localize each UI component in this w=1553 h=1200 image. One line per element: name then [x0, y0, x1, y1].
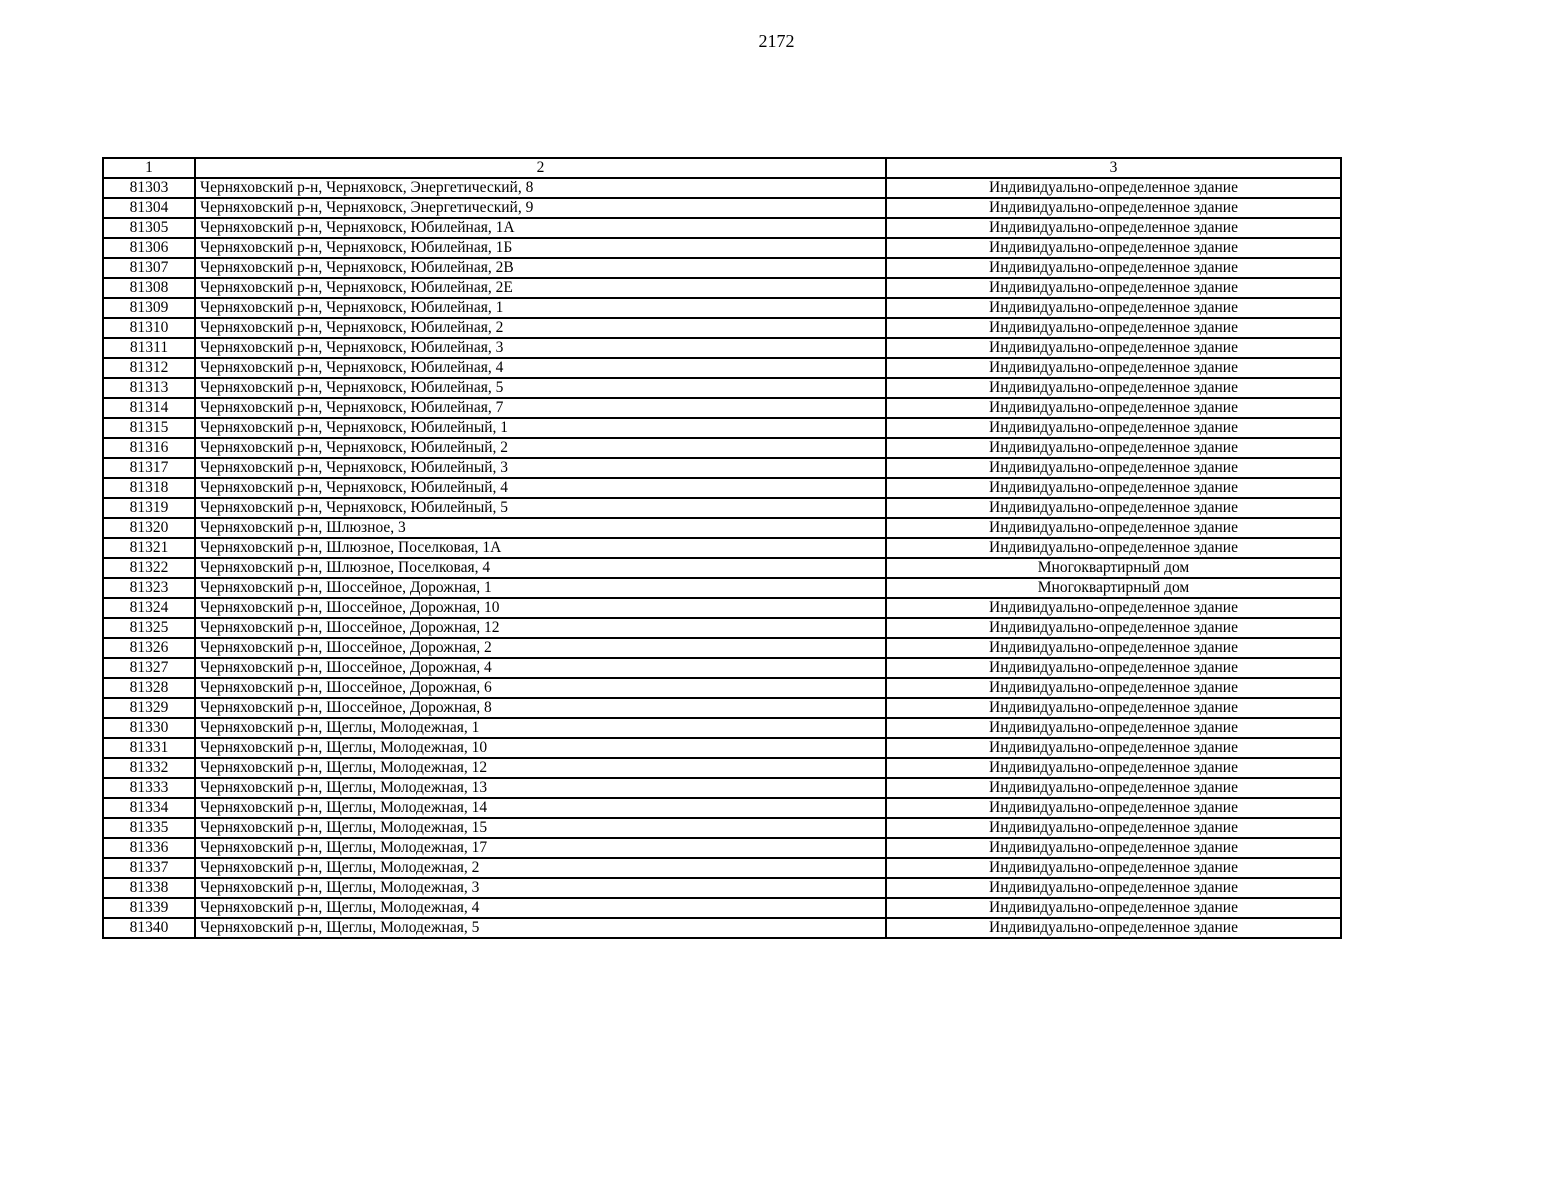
address-cell: Черняховский р-н, Шоссейное, Дорожная, 1 — [195, 578, 886, 598]
object-type-cell: Многоквартирный дом — [886, 558, 1341, 578]
object-type-cell: Индивидуально-определенное здание — [886, 178, 1341, 198]
record-number-cell: 81332 — [103, 758, 195, 778]
address-cell: Черняховский р-н, Черняховск, Юбилейная, 2 — [195, 318, 886, 338]
record-number-cell: 81319 — [103, 498, 195, 518]
column-header-3: 3 — [886, 158, 1341, 178]
table-row — [103, 358, 1341, 378]
record-number-cell: 81316 — [103, 438, 195, 458]
record-number-cell: 81315 — [103, 418, 195, 438]
address-cell: Черняховский р-н, Шлюзное, Поселковая, 4 — [195, 558, 886, 578]
record-number-cell: 81329 — [103, 698, 195, 718]
table-row — [103, 218, 1341, 238]
record-number-cell: 81321 — [103, 538, 195, 558]
record-number-cell: 81312 — [103, 358, 195, 378]
record-number-cell: 81307 — [103, 258, 195, 278]
address-cell: Черняховский р-н, Черняховск, Юбилейный, 2 — [195, 438, 886, 458]
table-row — [103, 858, 1341, 878]
object-type-cell: Индивидуально-определенное здание — [886, 458, 1341, 478]
record-number-cell: 81331 — [103, 738, 195, 758]
record-number-cell: 81323 — [103, 578, 195, 598]
object-type-cell: Индивидуально-определенное здание — [886, 598, 1341, 618]
address-cell: Черняховский р-н, Черняховск, Юбилейная, 5 — [195, 378, 886, 398]
object-type-cell: Индивидуально-определенное здание — [886, 478, 1341, 498]
table-row — [103, 838, 1341, 858]
record-number-cell: 81317 — [103, 458, 195, 478]
address-cell: Черняховский р-н, Щеглы, Молодежная, 12 — [195, 758, 886, 778]
record-number-cell: 81309 — [103, 298, 195, 318]
address-cell: Черняховский р-н, Щеглы, Молодежная, 1 — [195, 718, 886, 738]
record-number-cell: 81310 — [103, 318, 195, 338]
address-cell: Черняховский р-н, Черняховск, Юбилейный, 4 — [195, 478, 886, 498]
record-number-cell: 81304 — [103, 198, 195, 218]
address-cell: Черняховский р-н, Черняховск, Юбилейная, 2Е — [195, 278, 886, 298]
address-cell: Черняховский р-н, Шоссейное, Дорожная, 6 — [195, 678, 886, 698]
table-row — [103, 418, 1341, 438]
record-number-cell: 81337 — [103, 858, 195, 878]
address-cell: Черняховский р-н, Черняховск, Юбилейный, 1 — [195, 418, 886, 438]
address-cell: Черняховский р-н, Шлюзное, Поселковая, 1А — [195, 538, 886, 558]
object-type-cell: Индивидуально-определенное здание — [886, 738, 1341, 758]
address-cell: Черняховский р-н, Шоссейное, Дорожная, 12 — [195, 618, 886, 638]
column-header-1: 1 — [103, 158, 195, 178]
record-number-cell: 81340 — [103, 918, 195, 938]
record-number-cell: 81327 — [103, 658, 195, 678]
table-row — [103, 298, 1341, 318]
object-type-cell: Индивидуально-определенное здание — [886, 418, 1341, 438]
address-cell: Черняховский р-н, Щеглы, Молодежная, 14 — [195, 798, 886, 818]
table-row — [103, 478, 1341, 498]
address-cell: Черняховский р-н, Черняховск, Энергетический, 9 — [195, 198, 886, 218]
record-number-cell: 81333 — [103, 778, 195, 798]
address-cell: Черняховский р-н, Шоссейное, Дорожная, 10 — [195, 598, 886, 618]
address-cell: Черняховский р-н, Черняховск, Юбилейный, 3 — [195, 458, 886, 478]
table-row — [103, 198, 1341, 218]
object-type-cell: Индивидуально-определенное здание — [886, 338, 1341, 358]
record-number-cell: 81303 — [103, 178, 195, 198]
record-number-cell: 81330 — [103, 718, 195, 738]
object-type-cell: Индивидуально-определенное здание — [886, 498, 1341, 518]
record-number-cell: 81324 — [103, 598, 195, 618]
address-cell: Черняховский р-н, Шлюзное, 3 — [195, 518, 886, 538]
record-number-cell: 81320 — [103, 518, 195, 538]
object-type-cell: Индивидуально-определенное здание — [886, 718, 1341, 738]
table-row — [103, 738, 1341, 758]
record-number-cell: 81314 — [103, 398, 195, 418]
table-row — [103, 698, 1341, 718]
record-number-cell: 81313 — [103, 378, 195, 398]
table-row — [103, 618, 1341, 638]
object-type-cell: Индивидуально-определенное здание — [886, 398, 1341, 418]
object-type-cell: Индивидуально-определенное здание — [886, 878, 1341, 898]
table-row — [103, 818, 1341, 838]
record-number-cell: 81308 — [103, 278, 195, 298]
object-type-cell: Индивидуально-определенное здание — [886, 678, 1341, 698]
object-type-cell: Индивидуально-определенное здание — [886, 218, 1341, 238]
object-type-cell: Индивидуально-определенное здание — [886, 238, 1341, 258]
address-cell: Черняховский р-н, Шоссейное, Дорожная, 4 — [195, 658, 886, 678]
record-number-cell: 81326 — [103, 638, 195, 658]
column-header-2: 2 — [195, 158, 886, 178]
table-row — [103, 458, 1341, 478]
address-cell: Черняховский р-н, Щеглы, Молодежная, 5 — [195, 918, 886, 938]
address-cell: Черняховский р-н, Черняховск, Энергетический, 8 — [195, 178, 886, 198]
table-row — [103, 918, 1341, 938]
table-row — [103, 378, 1341, 398]
table-row — [103, 878, 1341, 898]
object-type-cell: Индивидуально-определенное здание — [886, 278, 1341, 298]
record-number-cell: 81311 — [103, 338, 195, 358]
object-type-cell: Индивидуально-определенное здание — [886, 438, 1341, 458]
address-cell: Черняховский р-н, Щеглы, Молодежная, 13 — [195, 778, 886, 798]
address-cell: Черняховский р-н, Черняховск, Юбилейная, 7 — [195, 398, 886, 418]
table-row — [103, 778, 1341, 798]
address-cell: Черняховский р-н, Щеглы, Молодежная, 10 — [195, 738, 886, 758]
address-cell: Черняховский р-н, Черняховск, Юбилейная, 4 — [195, 358, 886, 378]
object-type-cell: Индивидуально-определенное здание — [886, 358, 1341, 378]
record-number-cell: 81334 — [103, 798, 195, 818]
object-type-cell: Многоквартирный дом — [886, 578, 1341, 598]
object-type-cell: Индивидуально-определенное здание — [886, 538, 1341, 558]
address-cell: Черняховский р-н, Щеглы, Молодежная, 17 — [195, 838, 886, 858]
table-row — [103, 598, 1341, 618]
table-row — [103, 438, 1341, 458]
object-type-cell: Индивидуально-определенное здание — [886, 798, 1341, 818]
table-row — [103, 278, 1341, 298]
object-type-cell: Индивидуально-определенное здание — [886, 698, 1341, 718]
table-row — [103, 338, 1341, 358]
address-cell: Черняховский р-н, Шоссейное, Дорожная, 8 — [195, 698, 886, 718]
table-row — [103, 638, 1341, 658]
address-cell: Черняховский р-н, Черняховск, Юбилейная, 1Б — [195, 238, 886, 258]
object-type-cell: Индивидуально-определенное здание — [886, 658, 1341, 678]
record-number-cell: 81328 — [103, 678, 195, 698]
table-row — [103, 798, 1341, 818]
address-cell: Черняховский р-н, Черняховск, Юбилейная, 2В — [195, 258, 886, 278]
object-type-cell: Индивидуально-определенное здание — [886, 918, 1341, 938]
table-row — [103, 258, 1341, 278]
table-row — [103, 678, 1341, 698]
address-cell: Черняховский р-н, Черняховск, Юбилейная, 1А — [195, 218, 886, 238]
object-type-cell: Индивидуально-определенное здание — [886, 618, 1341, 638]
record-number-cell: 81325 — [103, 618, 195, 638]
record-number-cell: 81318 — [103, 478, 195, 498]
record-number-cell: 81335 — [103, 818, 195, 838]
record-number-cell: 81306 — [103, 238, 195, 258]
registry-table — [102, 157, 1342, 939]
object-type-cell: Индивидуально-определенное здание — [886, 778, 1341, 798]
object-type-cell: Индивидуально-определенное здание — [886, 898, 1341, 918]
record-number-cell: 81322 — [103, 558, 195, 578]
record-number-cell: 81336 — [103, 838, 195, 858]
address-cell: Черняховский р-н, Щеглы, Молодежная, 4 — [195, 898, 886, 918]
object-type-cell: Индивидуально-определенное здание — [886, 318, 1341, 338]
table-row — [103, 758, 1341, 778]
table-header-row — [103, 158, 1341, 178]
object-type-cell: Индивидуально-определенное здание — [886, 258, 1341, 278]
table-row — [103, 518, 1341, 538]
record-number-cell: 81305 — [103, 218, 195, 238]
table-row — [103, 658, 1341, 678]
object-type-cell: Индивидуально-определенное здание — [886, 298, 1341, 318]
table-row — [103, 898, 1341, 918]
address-cell: Черняховский р-н, Щеглы, Молодежная, 3 — [195, 878, 886, 898]
table-row — [103, 178, 1341, 198]
address-cell: Черняховский р-н, Черняховск, Юбилейный, 5 — [195, 498, 886, 518]
registry-table-body — [103, 158, 1341, 938]
object-type-cell: Индивидуально-определенное здание — [886, 378, 1341, 398]
object-type-cell: Индивидуально-определенное здание — [886, 518, 1341, 538]
address-cell: Черняховский р-н, Черняховск, Юбилейная, 3 — [195, 338, 886, 358]
table-row — [103, 578, 1341, 598]
table-row — [103, 538, 1341, 558]
table-row — [103, 558, 1341, 578]
address-cell: Черняховский р-н, Черняховск, Юбилейная, 1 — [195, 298, 886, 318]
address-cell: Черняховский р-н, Щеглы, Молодежная, 15 — [195, 818, 886, 838]
address-cell: Черняховский р-н, Шоссейное, Дорожная, 2 — [195, 638, 886, 658]
table-row — [103, 318, 1341, 338]
object-type-cell: Индивидуально-определенное здание — [886, 758, 1341, 778]
object-type-cell: Индивидуально-определенное здание — [886, 198, 1341, 218]
table-row — [103, 718, 1341, 738]
record-number-cell: 81339 — [103, 898, 195, 918]
table-row — [103, 398, 1341, 418]
record-number-cell: 81338 — [103, 878, 195, 898]
object-type-cell: Индивидуально-определенное здание — [886, 818, 1341, 838]
object-type-cell: Индивидуально-определенное здание — [886, 638, 1341, 658]
address-cell: Черняховский р-н, Щеглы, Молодежная, 2 — [195, 858, 886, 878]
object-type-cell: Индивидуально-определенное здание — [886, 838, 1341, 858]
table-row — [103, 498, 1341, 518]
page-number: 2172 — [758, 31, 795, 51]
object-type-cell: Индивидуально-определенное здание — [886, 858, 1341, 878]
table-row — [103, 238, 1341, 258]
